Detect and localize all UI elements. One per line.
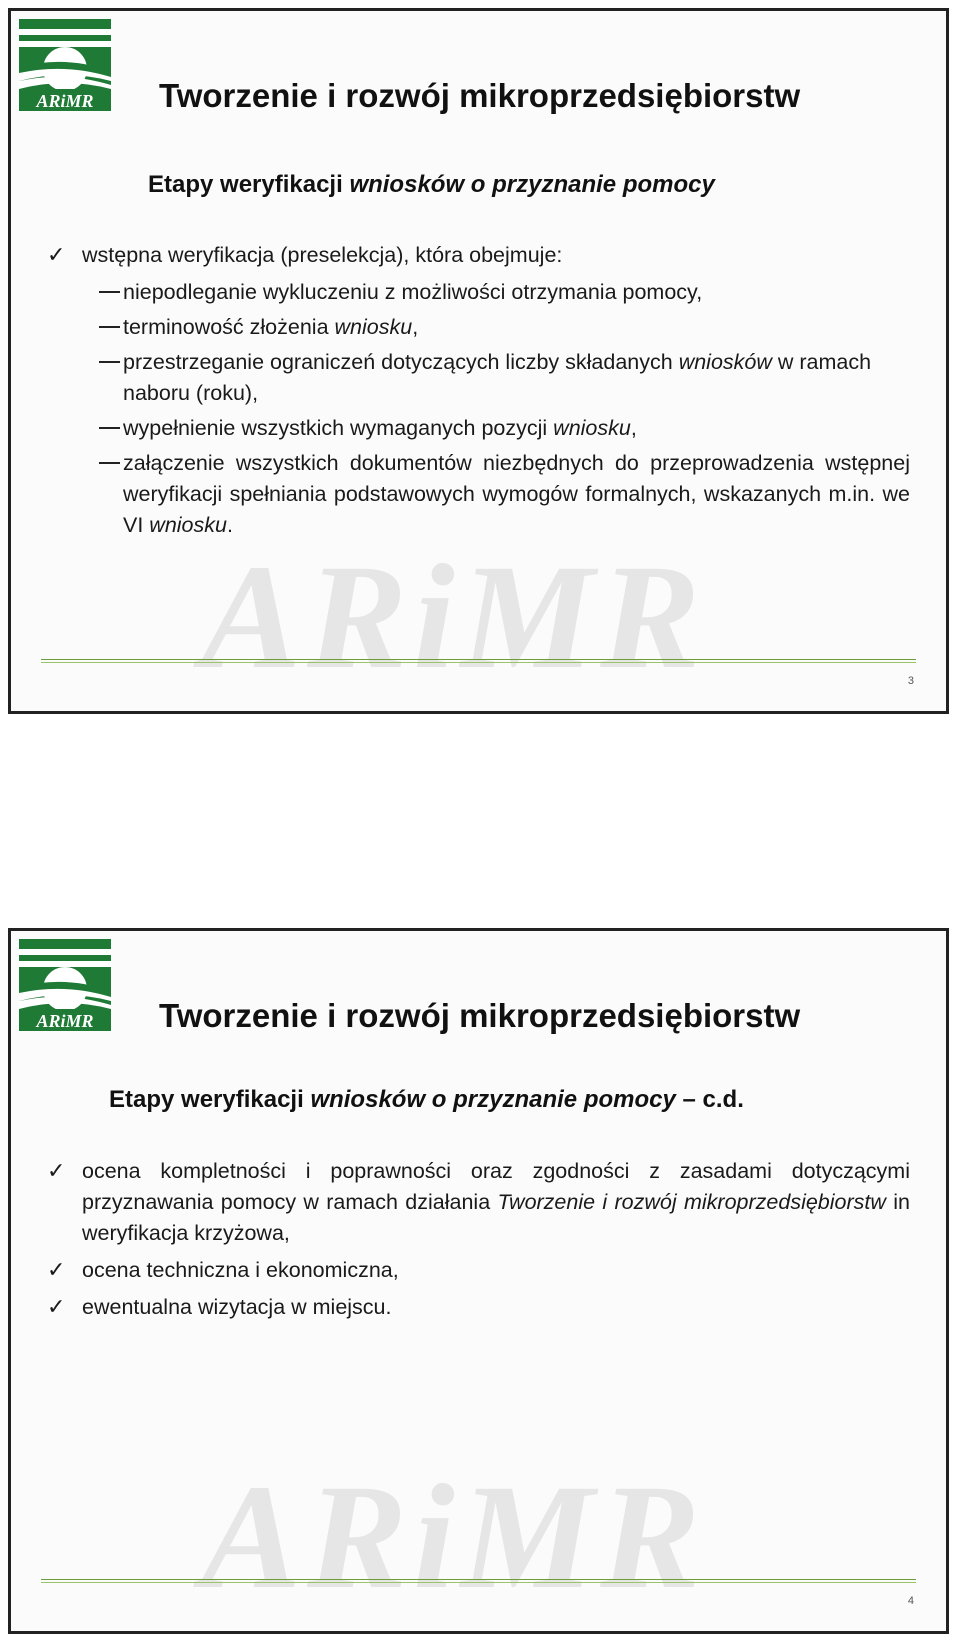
watermark: ARiMR — [201, 534, 707, 700]
list-item — [43, 1255, 910, 1286]
page-number: 4 — [907, 1595, 914, 1607]
list-item-text: ocena kompletności i poprawności oraz zgodności z zasadami dotyczącymi przyznawania pomocy w ramach działania — [82, 1159, 910, 1214]
list-item — [43, 240, 910, 271]
sub-item-text: wypełnienie wszystkich wymaganych pozycji — [123, 416, 554, 440]
subtitle-italic: wniosków o przyznanie pomocy — [349, 171, 715, 198]
dash-icon — [99, 462, 120, 464]
arimr-logo-icon — [19, 19, 111, 111]
list-item-after: in weryfikacja krzyżowa, — [82, 1190, 910, 1245]
slide-subtitle — [148, 171, 715, 199]
page-number: 3 — [907, 675, 914, 687]
checkmark-icon: ✓ — [47, 1159, 66, 1184]
sub-list-item — [43, 413, 910, 444]
logo-text: ARiMR — [36, 91, 94, 111]
sub-list-item — [43, 448, 910, 541]
sub-item-italic: wniosku — [553, 416, 631, 440]
sub-item-after: , — [630, 416, 637, 440]
sub-list-item — [43, 347, 910, 409]
slide-title: Tworzenie i rozwój mikroprzedsiębiorstw — [159, 997, 801, 1034]
subtitle-suffix: – c.d. — [675, 1086, 744, 1113]
footer-divider — [41, 659, 916, 660]
slide-subtitle — [109, 1086, 744, 1114]
sub-list-item — [43, 277, 910, 308]
list-item-text: ocena techniczna i ekonomiczna, — [82, 1258, 399, 1282]
slide-4 — [8, 928, 949, 1634]
arimr-logo-icon — [19, 939, 111, 1031]
sub-item-text: przestrzeganie ograniczeń dotyczących liczby składanych — [123, 350, 679, 374]
subtitle-italic: wniosków o przyznanie pomocy — [310, 1086, 676, 1113]
list-item-text: wstępna weryfikacja (preselekcja), która obejmuje: — [82, 243, 563, 267]
footer-divider — [41, 1579, 916, 1580]
sub-item-italic: wniosku — [149, 513, 227, 537]
sub-item-italic: wniosków — [678, 350, 772, 374]
slide-title: Tworzenie i rozwój mikroprzedsiębiorstw — [159, 77, 801, 114]
slide-content — [43, 240, 910, 547]
sub-item-after: w ramach naboru (roku), — [123, 350, 872, 405]
sub-item-text: załączenie wszystkich dokumentów niezbędnych do przeprowadzenia wstępnej weryfikacji spełniania podstawowych wymogów formalnych, wskazanych m.in. we VI — [123, 451, 910, 537]
dash-icon — [99, 427, 120, 429]
checkmark-icon: ✓ — [47, 243, 66, 268]
sub-list-item — [43, 312, 910, 343]
sub-item-after: . — [226, 513, 233, 537]
logo-text: ARiMR — [36, 1011, 94, 1031]
subtitle-plain: Etapy weryfikacji — [148, 171, 350, 198]
sub-item-after: , — [412, 315, 419, 339]
slide-content — [43, 1156, 910, 1329]
slide-3 — [8, 8, 949, 714]
watermark: ARiMR — [201, 1454, 707, 1620]
subtitle-plain: Etapy weryfikacji — [109, 1086, 311, 1113]
dash-icon — [99, 361, 120, 363]
list-item — [43, 1156, 910, 1249]
checkmark-icon: ✓ — [47, 1258, 66, 1283]
sub-item-text: terminowość złożenia — [123, 315, 335, 339]
dash-icon — [99, 326, 120, 328]
list-item-text: ewentualna wizytacja w miejscu. — [82, 1295, 392, 1319]
list-item-italic: Tworzenie i rozwój mikroprzedsiębiorstw — [497, 1190, 886, 1214]
dash-icon — [99, 291, 120, 293]
list-item — [43, 1292, 910, 1323]
sub-item-italic: wniosku — [334, 315, 413, 339]
sub-item-text: niepodleganie wykluczeniu z możliwości otrzymania pomocy, — [123, 280, 703, 304]
checkmark-icon: ✓ — [47, 1295, 66, 1320]
